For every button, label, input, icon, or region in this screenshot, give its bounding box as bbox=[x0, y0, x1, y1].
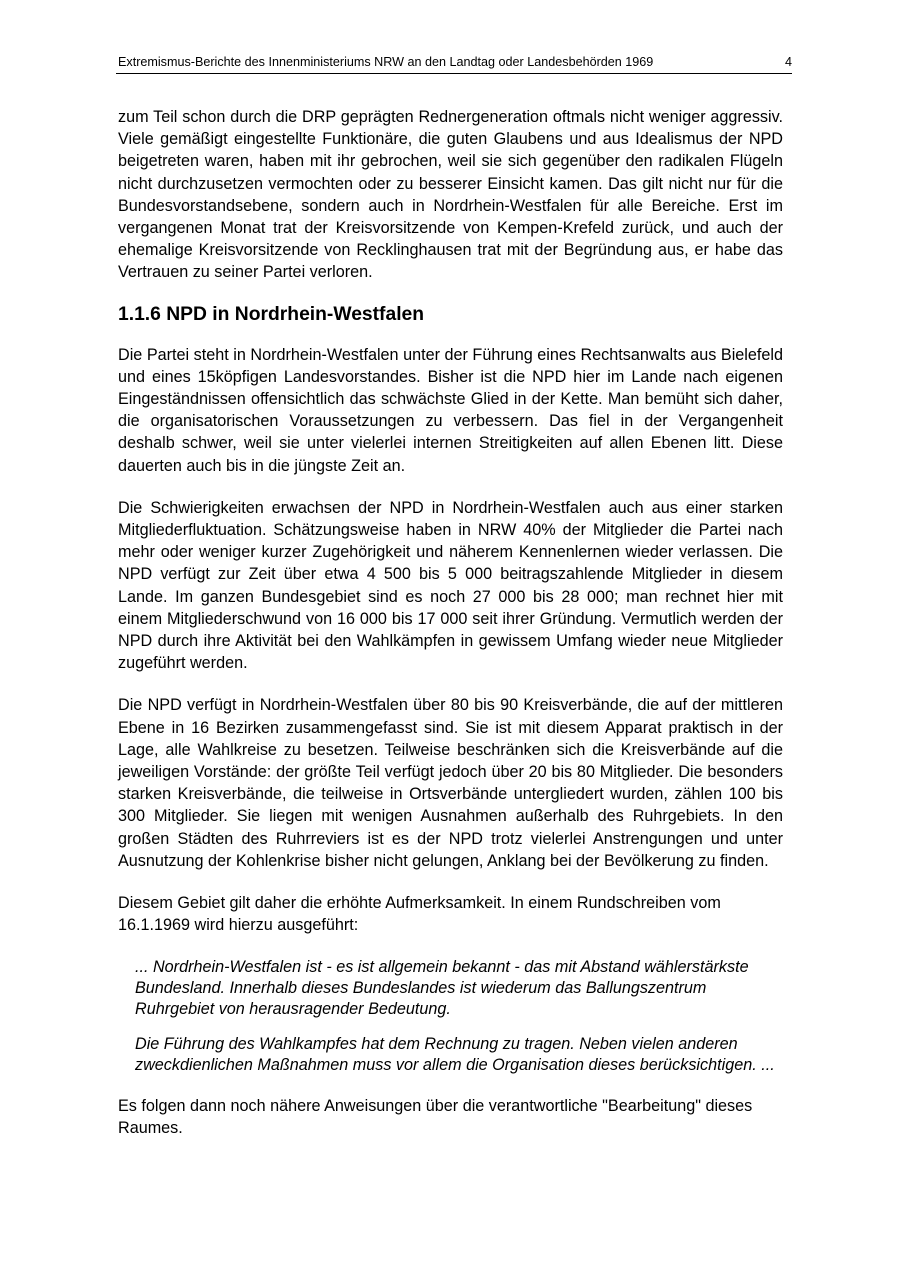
section-heading: 1.1.6 NPD in Nordrhein-Westfalen bbox=[118, 303, 425, 325]
paragraph-continuation: zum Teil schon durch die DRP geprägten Rednergeneration oftmals nicht weniger aggressiv. Viele gemäßigt eingestellte Funktionäre, die guten Glaubens und aus Idealismus der NPD beigetreten waren, haben mit ihr gebrochen, weil sie sich gegenüber den radikalen Flügeln nicht durchzusetzen vermochten oder zu besserer Einsicht kamen. Das gilt nicht nur für die Bundesvorstandsebene, sondern auch in Nordrhein-Westfalen für alle Bereiche. Erst im vergangenen Monat trat der Kreisvorsitzende von Kempen-Krefeld zurück, und auch der ehemalige Kreisvorsitzende von Recklinghausen trat mit der Begründung aus, er habe das Vertrauen zu seiner Partei verloren. bbox=[118, 108, 783, 282]
paragraph-district-associations: Die NPD verfügt in Nordrhein-Westfalen über 80 bis 90 Kreisverbände, die auf der mittleren Ebene in 16 Bezirken zusammengefasst sind. Sie ist mit diesem Apparat praktisch in der Lage, alle Wahlkreise zu besetzen. Teilweise beschränken sich die Kreisverbände auf die jeweiligen Vorstände: der größte Teil verfügt jedoch über 20 bis 80 Mitglieder. Die besonders starken Kreisverbände, die teilweise in Ortsverbände untergliedert wurden, zählen 100 bis 300 Mitglieder. Sie liegen mit wenigen Ausnahmen außerhalb des Ruhrgebiets. In den großen Städten des Ruhrreviers ist es der NPD trotz vielerlei Anstrengungen und unter Ausnutzung der Kohlenkrise bisher nicht gelungen, Anklang bei der Bevölkerung zu finden. bbox=[118, 696, 783, 870]
paragraph-member-fluctuation: Die Schwierigkeiten erwachsen der NPD in Nordrhein-Westfalen auch aus einer starken Mitgliederfluktuation. Schätzungsweise haben in NRW 40% der Mitglieder die Partei nach mehr oder weniger kurzer Zugehörigkeit und näherem Kennenlernen wieder verlassen. Die NPD verfügt zur Zeit über etwa 4 500 bis 5 000 beitragszahlende Mitglieder in diesem Lande. Im ganzen Bundesgebiet sind es noch 27 000 bis 28 000; man rechnet hier mit einem Mitgliederschwund von 16 000 bis 17 000 seit ihrer Gründung. Vermutlich werden der NPD durch ihre Aktivität bei den Wahlkämpfen in gewissem Umfang wieder neue Mitglieder zugeführt werden. bbox=[118, 498, 783, 673]
quote-block-2: Die Führung des Wahlkampfes hat dem Rechnung zu tragen. Neben vielen anderen zweckdienlichen Maßnahmen muss vor allem die Organisation dieses berücksichtigen. ... bbox=[135, 1034, 775, 1074]
quote-block-1: ... Nordrhein-Westfalen ist - es ist allgemein bekannt - das mit Abstand wählerstärkste Bundesland. Innerhalb dieses Bundeslandes ist wiederum das Ballungszentrum Ruhrgebiet von herausragender Bedeutung. bbox=[135, 957, 749, 1018]
paragraph-party-leadership: Die Partei steht in Nordrhein-Westfalen unter der Führung eines Rechtsanwalts aus Bielefeld und eines 15köpfigen Landesvorstandes. Bisher ist die NPD hier im Lande nach eigenen Eingeständnissen offensichtlich das schwächste Glied in der Kette. Man bemüht sich daher, die organisatorischen Voraussetzungen zu verbessern. Das fiel in der Vergangenheit deshalb schwer, weil sie unter vielerlei internen Streitigkeiten auf allen Ebenen litt. Diese dauerten auch bis in die jüngste Zeit an. bbox=[118, 345, 783, 475]
header-title: Extremismus-Berichte des Innenministeriums NRW an den Landtag oder Landesbehörden 1969 bbox=[118, 55, 654, 69]
paragraph-further-instructions: Es folgen dann noch nähere Anweisungen über die verantwortliche "Bearbeitung" dieses Raumes. bbox=[118, 1096, 753, 1137]
page-number: 4 bbox=[784, 55, 792, 69]
page-header bbox=[116, 53, 792, 74]
document-body bbox=[118, 106, 783, 1159]
paragraph-circular-intro: Diesem Gebiet gilt daher die erhöhte Aufmerksamkeit. In einem Rundschreiben vom 16.1.1969 wird hierzu ausgeführt: bbox=[118, 894, 721, 935]
